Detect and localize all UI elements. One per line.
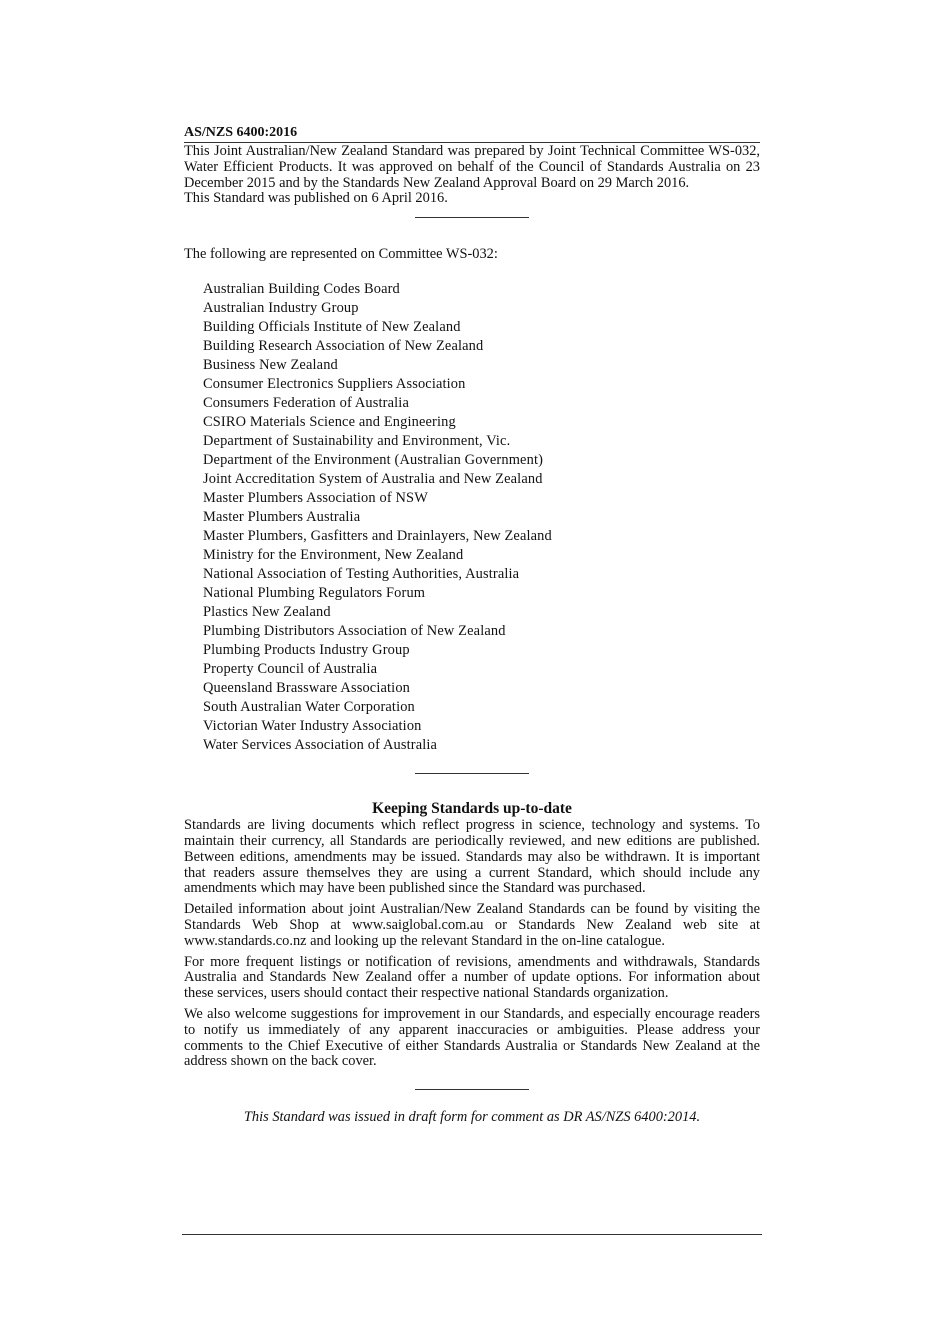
committee-member: Plumbing Products Industry Group [203,642,410,659]
standard-number: AS/NZS 6400:2016 [184,125,760,143]
committee-member: National Association of Testing Authorities, Australia [203,566,520,583]
committee-member: Department of the Environment (Australian Government) [203,452,544,469]
committee-member: Consumer Electronics Suppliers Association [203,376,466,393]
section-divider [415,217,529,218]
section-divider [415,773,529,774]
committee-member: Building Research Association of New Zealand [203,338,484,355]
committee-member: Australian Industry Group [203,300,359,317]
committee-member: Water Services Association of Australia [203,737,438,754]
draft-note: This Standard was issued in draft form for comment as DR AS/NZS 6400:2014. [243,1109,701,1126]
committee-intro: The following are represented on Committee WS-032: [184,246,498,263]
committee-member: Building Officials Institute of New Zealand [203,319,461,336]
publication-date: This Standard was published on 6 April 2016. [184,190,448,207]
committee-member: Business New Zealand [203,357,338,374]
footer-rule [182,1234,762,1235]
committee-member: Joint Accreditation System of Australia and New Zealand [203,471,543,488]
body-paragraph: For more frequent listings or notification of revisions, amendments and withdrawals, Standards Australia and Standards New Zealand offer a number of update options. For information about these services, users should contact their respective national Standards organization. [184,953,760,1002]
section-heading: Keeping Standards up-to-date [372,800,572,818]
document-page [184,125,760,1126]
preparation-block [184,144,760,207]
committee-member: Plastics New Zealand [203,604,331,621]
committee-member: Victorian Water Industry Association [203,718,422,735]
committee-member: Master Plumbers Australia [203,509,361,526]
committee-member: Master Plumbers Association of NSW [203,490,428,507]
committee-member: Department of Sustainability and Environment, Vic. [203,433,511,450]
committee-member: South Australian Water Corporation [203,699,415,716]
committee-member: National Plumbing Regulators Forum [203,585,426,602]
keeping-up-to-date-body [184,818,760,1070]
committee-member: CSIRO Materials Science and Engineering [203,414,456,431]
committee-member: Plumbing Distributors Association of New Zealand [203,623,506,640]
body-paragraph: Detailed information about joint Australian/New Zealand Standards can be found by visiting the Standards Web Shop at www.saiglobal.com.au or Standards New Zealand web site at www.standards.co.nz and looking up the relevant Standard in the on-line catalogue. [184,901,760,949]
committee-members-list [184,280,760,755]
body-paragraph: Standards are living documents which reflect progress in science, technology and systems. To maintain their currency, all Standards are periodically reviewed, and new editions are published. Between editions, amendments may be issued. Standards may also be withdrawn. It is important that readers assure themselves they are using a current Standard, which should include any amendments which may have been published since the Standard was purchased. [184,817,760,897]
committee-member: Ministry for the Environment, New Zealand [203,547,464,564]
section-divider [415,1089,529,1090]
body-paragraph: We also welcome suggestions for improvement in our Standards, and especially encourage readers to notify us immediately of any apparent inaccuracies or ambiguities. Please address your comments to the Chief Executive of either Standards Australia or Standards New Zealand at the address shown on the back cover. [184,1005,760,1070]
committee-member: Consumers Federation of Australia [203,395,409,412]
committee-member: Property Council of Australia [203,661,378,678]
preparation-paragraph: This Joint Australian/New Zealand Standard was prepared by Joint Technical Committee WS-032, Water Efficient Products. It was approved on behalf of the Council of Standards Australia on 23 December 2015 and by the Standards New Zealand Approval Board on 29 March 2016. [184,143,760,191]
committee-member: Australian Building Codes Board [203,281,400,298]
committee-member: Queensland Brassware Association [203,680,411,697]
committee-member: Master Plumbers, Gasfitters and Drainlayers, New Zealand [203,528,552,545]
